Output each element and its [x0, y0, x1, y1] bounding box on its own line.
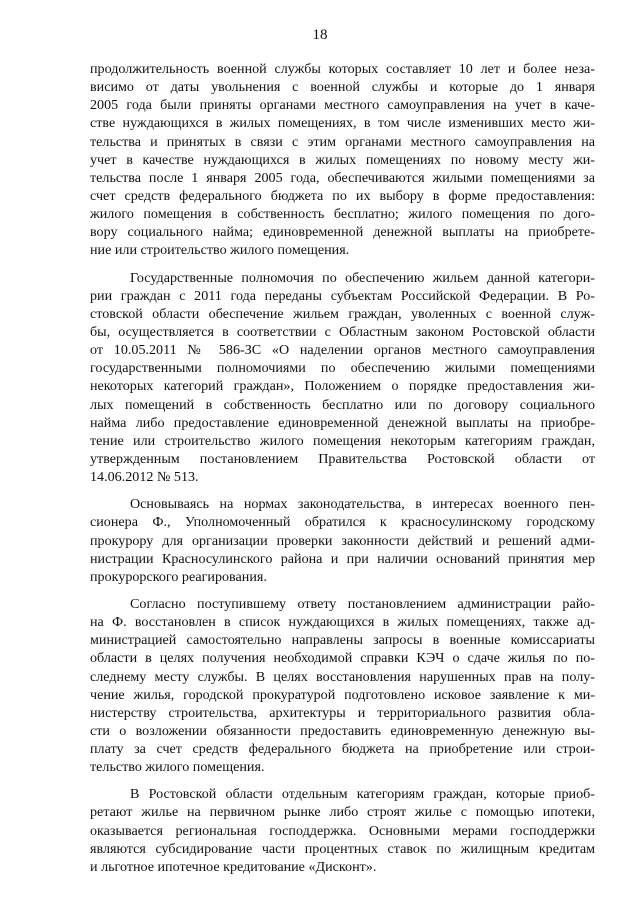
text-line: ние или строительство жилого помещения.	[90, 242, 350, 259]
text-line: некоторых категорий граждан», Положением о порядке предоставления жи-	[90, 378, 595, 395]
text-line: и льготное ипотечное кредитование «Дисконт».	[90, 858, 377, 875]
paragraph	[90, 495, 595, 586]
text-line: прокурорского реагирования.	[90, 568, 267, 585]
text-line: 2005 года были приняты органами местного самоуправления на учет в каче-	[90, 97, 595, 114]
paragraph-gap	[90, 586, 595, 595]
body-text	[90, 60, 595, 876]
text-line: учет в качестве нуждающихся в жилых помещениях по новому месту жи-	[90, 151, 595, 168]
text-line: ретают жилье на первичном рынке либо строят жилье с помощью ипотеки,	[90, 804, 595, 821]
paragraph	[90, 60, 595, 260]
text-line: вору социального найма; единовременной денежной выплаты на приобрете-	[90, 224, 595, 241]
text-line: Государственные полномочия по обеспечению жильем данной категори-	[130, 269, 595, 286]
text-line: тельства и принятых в связи с этим органами местного самоуправления на	[90, 133, 595, 150]
text-line: являются субсидирование части процентных ставок по жилищным кредитам	[90, 840, 595, 857]
text-line: найма либо предоставление единовременной денежной выплаты на приобре-	[90, 414, 595, 431]
paragraph-gap	[90, 486, 595, 495]
text-line: лых помещений в собственность бесплатно или по договору социального	[90, 396, 595, 413]
page-number: 18	[312, 27, 328, 43]
paragraph-gap	[90, 776, 595, 785]
text-line: стве нуждающихся в жилых помещениях, в том числе изменивших место жи-	[90, 115, 595, 132]
text-line: на Ф. восстановлен в список нуждающихся в жилых помещениях, также ад-	[90, 614, 595, 631]
text-line: тельство жилого помещения.	[90, 759, 265, 776]
paragraph	[90, 595, 595, 776]
text-line: сти о возложении обязанности предоставить единовременную денежную вы-	[90, 722, 595, 739]
text-line: следнему месту службы. В целях восстановления нарушенных прав на полу-	[90, 668, 595, 685]
text-line: Основываясь на нормах законодательства, в интересах военного пен-	[130, 496, 595, 513]
text-line: утвержденным постановлением Правительства Ростовской области от	[90, 450, 595, 467]
text-line: чение жилья, городской прокуратурой подготовлено исковое заявление к ми-	[90, 686, 595, 703]
text-line: от 10.05.2011 № 586-ЗС «О наделении органов местного самоуправления	[90, 342, 595, 359]
text-line: рии граждан с 2011 года переданы субъектам Российской Федерации. В Ро-	[90, 287, 595, 304]
text-line: тение или строительство жилого помещения некоторым категориям граждан,	[90, 432, 595, 449]
text-line: оказывается региональная господдержка. Основными мерами господдержки	[90, 822, 595, 839]
text-line: области в целях получения необходимой справки КЭЧ о сдаче жилья по по-	[90, 650, 595, 667]
text-line: прокурору для организации проверки законности действий и решений адми-	[90, 532, 595, 549]
text-line: министрацией самостоятельно направлены запросы в военные комиссариаты	[90, 632, 595, 649]
paragraph	[90, 785, 595, 876]
paragraph	[90, 269, 595, 487]
text-line: нистрации Красносулинского района и при наличии оснований принятия мер	[90, 550, 595, 567]
text-line: тельства после 1 января 2005 года, обеспечиваются жилыми помещениями за	[90, 169, 595, 186]
text-line: плату за счет средств федерального бюджета на приобретение или строи-	[90, 741, 595, 758]
text-line: государственными полномочиями по обеспечению жилыми помещениями	[90, 360, 595, 377]
text-line: В Ростовской области отдельным категориям граждан, которые приоб-	[130, 786, 595, 803]
text-line: продолжительность военной службы которых составляет 10 лет и более неза-	[90, 61, 595, 77]
text-line: 14.06.2012 № 513.	[90, 469, 199, 486]
text-line: нистерству строительства, архитектуры и территориального развития обла-	[90, 704, 595, 721]
text-line: стовской области обеспечение жильем граждан, уволенных с военной служ-	[90, 305, 595, 322]
text-line: счет средств федерального бюджета по их выбору в форме предоставления:	[90, 187, 595, 204]
text-line: бы, осуществляется в соответствии с Областным законом Ростовской области	[90, 323, 595, 340]
text-line: сионера Ф., Уполномоченный обратился к красносулинскому городскому	[90, 514, 595, 531]
paragraph-gap	[90, 260, 595, 269]
text-line: Согласно поступившему ответу постановлением администрации райо-	[130, 595, 595, 612]
text-line: жилого помещения в собственность бесплатно; жилого помещения по дого-	[90, 206, 595, 223]
text-line: висимо от даты увольнения с военной службы и которые до 1 января	[90, 79, 595, 96]
